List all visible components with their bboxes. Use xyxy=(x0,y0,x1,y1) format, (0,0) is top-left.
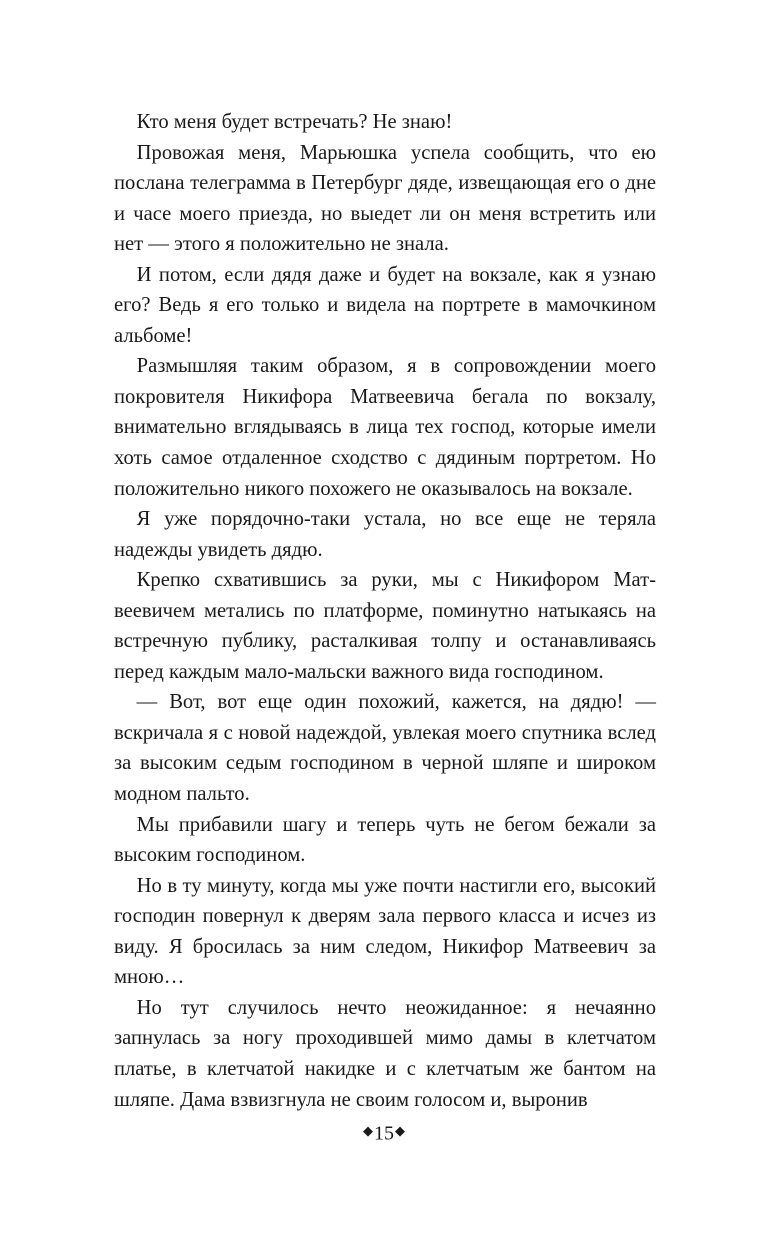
paragraph-4: Размышляя таким образом, я в сопровождении моего покровителя Никифора Матвеевича бегала по вокзалу, внимательно вглядываясь в лица тех господ, которые имели хоть самое отдаленное сходство с дядиным портретом. Но положительно никого похожего не оказывалось на вокзале. xyxy=(114,355,656,500)
paragraph-9: Но в ту минуту, когда мы уже почти настигли его, высокий господин повернул к дверям зала первого класса и исчез из виду. Я бросилась за ним следом, Никифор Матвеевич за мною… xyxy=(114,874,656,989)
page-number xyxy=(0,1117,768,1148)
paragraph-2: Провожая меня, Марьюшка успела сообщить, что ею послана телеграмма в Петербург дяде, извещающая его о дне и часе моего приезда, но выедет ли он меня встретить или нет — этого я положительно не знала. xyxy=(114,141,656,256)
body-text xyxy=(114,107,656,1115)
ornament-left-icon: ◆ xyxy=(363,1123,373,1139)
paragraph-3: И потом, если дядя даже и будет на вокзале, как я узнаю его? Ведь я его только и видела на портрете в мамочкином альбоме! xyxy=(114,263,656,347)
ornament-right-icon: ◆ xyxy=(395,1123,405,1139)
paragraph-10: Но тут случилось нечто неожиданное: я нечаянно запнулась за ногу проходившей мимо дамы в клетчатом платье, в клетчатой накидке и с клетчатым же бантом на шляпе. Дама взвизгнула не своим голосом и, выронив xyxy=(114,996,656,1111)
page-number-value: 15 xyxy=(374,1122,394,1145)
paragraph-8: Мы прибавили шагу и теперь чуть не бегом бежали за высоким господином. xyxy=(114,813,656,867)
paragraph-5: Я уже порядочно-таки устала, но все еще не теряла надежды увидеть дядю. xyxy=(114,508,656,561)
paragraph-1: Кто меня будет встречать? Не знаю! xyxy=(136,111,453,133)
paragraph-6: Крепко схватившись за руки, мы с Никифором Матвеевичем метались по платформе, поминутно натыкаясь на встречную публику, расталкивая толпу и останавливаясь перед каждым мало-мальски важного вида господином. xyxy=(114,569,656,683)
paragraph-7-dialogue: — Вот, вот еще один похожий, кажется, на дядю! — вскричала я с новой надеждой, увлекая моего спутника вслед за высоким седым господином в черной шляпе и широком модном пальто. xyxy=(114,691,656,806)
